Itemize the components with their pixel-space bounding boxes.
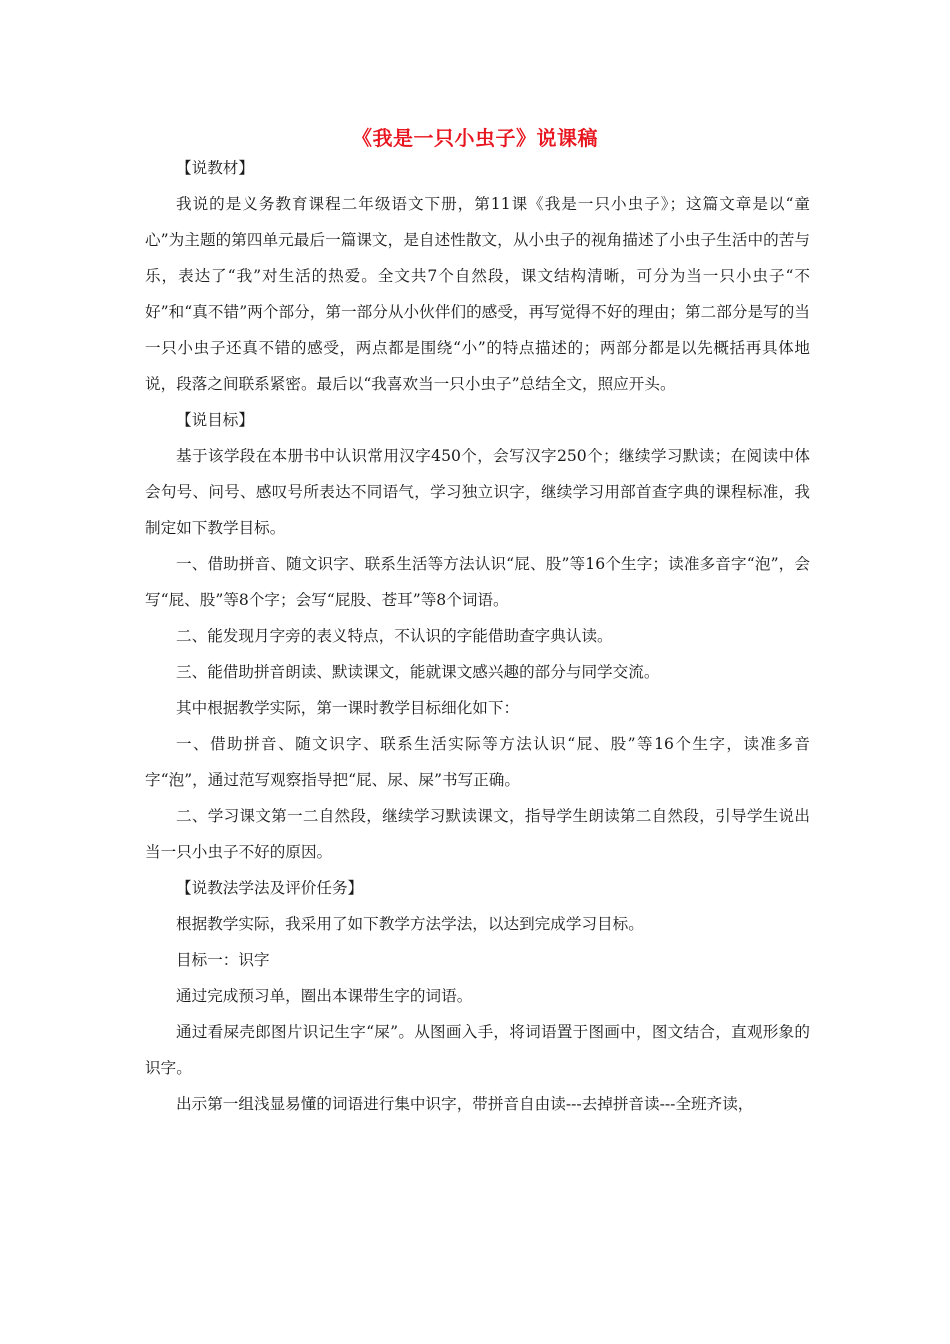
paragraph-first-lesson-goal-1: 一、借助拼音、随文识字、联系生活实际等方法认识“屁、股”等16个生字，读准多音字“泡”，通过范写观察指导把“屁、尿、屎”书写正确。	[145, 735, 810, 789]
section-heading-textbook: 【说教材】	[176, 159, 254, 177]
paragraph-target-one: 目标一：识字	[176, 951, 270, 969]
section-heading-goals: 【说目标】	[176, 411, 254, 429]
paragraph-goals-basis: 基于该学段在本册书中认识常用汉字450个，会写汉字250个；继续学习默读；在阅读中体会句号、问号、感叹号所表达不同语气，学习独立识字，继续学习用部首查字典的课程标准，我制定如下教学目标。	[145, 447, 810, 537]
paragraph-goal-3: 三、能借助拼音朗读、默读课文，能就课文感兴趣的部分与同学交流。	[176, 663, 660, 681]
document-title: 《我是一只小虫子》说课稿	[352, 126, 598, 150]
paragraph-first-lesson-goal-2: 二、学习课文第一二自然段，继续学习默读课文，指导学生朗读第二自然段，引导学生说出当一只小虫子不好的原因。	[145, 807, 810, 861]
paragraph-textbook-intro: 我说的是义务教育课程二年级语文下册，第11课《我是一只小虫子》；这篇文章是以“童心”为主题的第四单元最后一篇课文，是自述性散文，从小虫子的视角描述了小虫子生活中的苦与乐，表达了“我”对生活的热爱。全文共7个自然段，课文结构清晰，可分为当一只小虫子“不好”和“真不错”两个部分，第一部分从小伙伴们的感受，再写觉得不好的理由；第二部分是写的当一只小虫子还真不错的感受，两点都是围绕“小”的特点描述的；两部分都是以先概括再具体地说，段落之间联系紧密。最后以“我喜欢当一只小虫子”总结全文，照应开头。	[145, 195, 810, 393]
paragraph-word-group: 出示第一组浅显易懂的词语进行集中识字，带拼音自由读---去掉拼音读---全班齐读，	[176, 1095, 754, 1113]
paragraph-methods-intro: 根据教学实际，我采用了如下教学方法学法，以达到完成学习目标。	[176, 915, 644, 933]
paragraph-goal-2: 二、能发现月字旁的表义特点，不认识的字能借助查字典认读。	[176, 627, 613, 645]
document-body	[145, 150, 810, 1122]
paragraph-first-lesson-intro: 其中根据教学实际，第一课时教学目标细化如下：	[176, 699, 520, 717]
paragraph-preview-sheet: 通过完成预习单，圈出本课带生字的词语。	[176, 987, 473, 1005]
paragraph-goal-1: 一、借助拼音、随文识字、联系生活等方法认识“屁、股”等16个生字；读准多音字“泡”，会写“屁、股”等8个字；会写“屁股、苍耳”等8个词语。	[145, 555, 810, 609]
section-heading-methods: 【说教法学法及评价任务】	[176, 879, 364, 897]
paragraph-picture-literacy: 通过看屎壳郎图片识记生字“屎”。从图画入手，将词语置于图画中，图文结合，直观形象的识字。	[145, 1023, 810, 1077]
